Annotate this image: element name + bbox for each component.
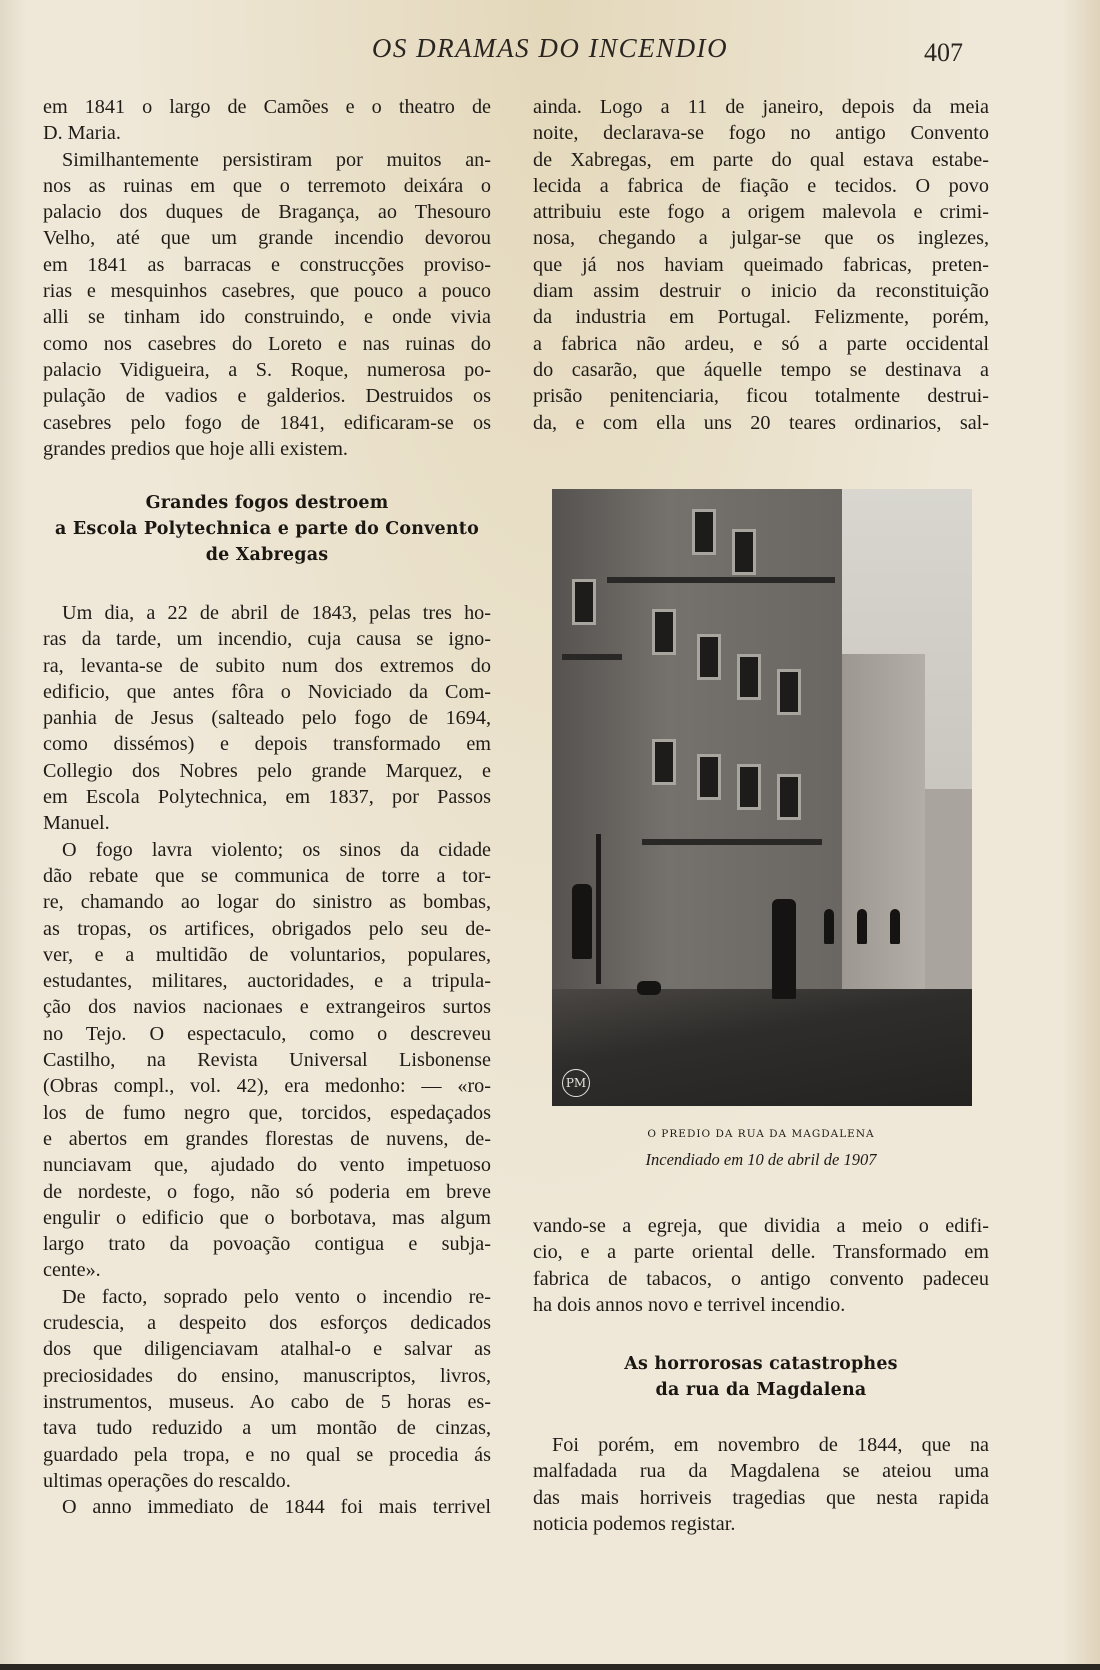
- text-line: noite, declarava-se fogo no antigo Convento: [533, 122, 989, 145]
- text-line: D. Maria.: [43, 122, 121, 145]
- page-number: 407: [924, 38, 963, 67]
- text-line: instrumentos, museus. Ao cabo de 5 horas es-: [43, 1390, 491, 1413]
- photo-pedestrian: [824, 909, 834, 944]
- heading-line: a Escola Polytechnica e parte do Convento: [55, 519, 479, 539]
- photo-building-far: [925, 789, 972, 999]
- text-line: alli se tinham ido construindo, e onde vivia: [43, 306, 491, 329]
- text-line: das mais horriveis tragedias que nesta rapida: [533, 1486, 989, 1509]
- photo-street-lamp: [596, 834, 601, 984]
- text-line: de Xabregas, em parte do qual estava estabe-: [533, 148, 989, 171]
- photo-balcony: [562, 654, 622, 660]
- photo-pedestrian: [572, 884, 592, 959]
- photo-balcony: [642, 839, 822, 845]
- photo-window: [652, 609, 676, 655]
- text-line: Manuel.: [43, 812, 110, 835]
- text-line: nosa, chegando a julgar-se que os inglezes,: [533, 227, 989, 250]
- text-line: engulir o edificio que o borbotava, mas algum: [43, 1206, 491, 1229]
- text-line: Foi porém, em novembro de 1844, que na: [552, 1434, 989, 1456]
- running-title: OS DRAMAS DO INCENDIO: [371, 33, 729, 63]
- photo-window: [692, 509, 716, 555]
- text-line: como nos casebres do Loreto e nas ruinas do: [43, 332, 491, 355]
- text-line: Um dia, a 22 de abril de 1843, pelas tres ho-: [62, 602, 491, 624]
- text-line: a fabrica não ardeu, e só a parte occidental: [533, 332, 989, 355]
- text-line: em 1841 o largo de Camões e o theatro de: [43, 96, 491, 118]
- photo-building-right: [835, 654, 925, 994]
- photo-pedestrian: [772, 899, 796, 999]
- right-column-final: [533, 1432, 989, 1537]
- left-column-intro: [43, 94, 491, 462]
- figure-caption-title: O PREDIO DA RUA DA MAGDALENA: [647, 1128, 875, 1140]
- text-line: ver, e a multidão de voluntarios, populares,: [43, 943, 491, 966]
- section-heading-magdalena: [533, 1351, 989, 1403]
- figure-caption-subtitle: Incendiado em 10 de abril de 1907: [645, 1150, 877, 1169]
- photo-window: [737, 764, 761, 810]
- heading-line: As horrorosas catastrophes: [624, 1354, 898, 1374]
- text-line: los de fumo negro que, torcidos, espedaçados: [43, 1101, 491, 1124]
- text-line: de nordeste, o fogo, não só poderia em breve: [43, 1180, 491, 1203]
- section-heading-polytechnica: [43, 490, 491, 568]
- heading-line: Grandes fogos destroem: [145, 493, 389, 513]
- photo-window: [777, 774, 801, 820]
- photo-balcony: [607, 577, 835, 583]
- heading-line: de Xabregas: [205, 545, 329, 565]
- text-line: ha dois annos novo e terrivel incendio.: [533, 1293, 846, 1316]
- photo-window: [572, 579, 596, 625]
- text-line: ras da tarde, um incendio, cuja causa se igno-: [43, 628, 491, 651]
- text-line: tava tudo reduzido a um montão de cinzas,: [43, 1417, 491, 1440]
- text-line: ção dos navios nacionaes e extrangeiros surtos: [43, 996, 491, 1019]
- text-line: palacio Vidigueira, a S. Roque, numerosa po-: [43, 358, 491, 381]
- text-line: da industria em Portugal. Felizmente, porém,: [533, 306, 989, 329]
- text-line: casebres pelo fogo de 1841, edificaram-se os: [43, 411, 491, 434]
- photo-pedestrian: [857, 909, 867, 944]
- scan-bottom-edge: [0, 1664, 1100, 1670]
- text-line: como dissémos) e depois transformado em: [43, 733, 491, 756]
- text-line: cio, e a parte oriental delle. Transformado em: [533, 1241, 989, 1264]
- text-line: edificio, que antes fôra o Noviciado da Com-: [43, 680, 491, 703]
- text-line: nos as ruinas em que o terremoto deixára o: [43, 174, 491, 197]
- photo-street: [552, 989, 972, 1106]
- text-line: preciosidades do ensino, manuscriptos, livros,: [43, 1364, 491, 1387]
- text-line: crudescia, a despeito dos esforços dedicados: [43, 1312, 491, 1335]
- photo-window: [737, 654, 761, 700]
- photographer-monogram: PM: [562, 1069, 590, 1097]
- text-line: diam assim destruir o inicio da reconstituição: [533, 280, 989, 303]
- text-line: as tropas, os artifices, obrigados pelo seu de-: [43, 917, 491, 940]
- heading-line: da rua da Magdalena: [655, 1380, 867, 1400]
- photo-pedestrian: [890, 909, 900, 944]
- text-line: Collegio dos Nobres pelo grande Marquez, e: [43, 759, 491, 782]
- text-line: Velho, até que um grande incendio devorou: [43, 227, 491, 250]
- text-line: attribuiu este fogo a origem malevola e crimi-: [533, 201, 989, 224]
- text-line: rias e mesquinhos casebres, que pouco a pouco: [43, 280, 491, 303]
- photo-window: [697, 754, 721, 800]
- text-line: ra, levanta-se de subito num dos extremos do: [43, 654, 491, 677]
- text-line: do casarão, que áquelle tempo se destinava a: [533, 358, 989, 381]
- text-line: nunciavam que, ajudado do vento impetuoso: [43, 1154, 491, 1177]
- text-line: guardado pela tropa, e no qual se procedia ás: [43, 1443, 491, 1466]
- photo-rua-da-magdalena: [552, 489, 972, 1106]
- text-line: lecida a fabrica de fiação e tecidos. O povo: [533, 174, 989, 197]
- text-line: dão rebate que se communica de torre a tor-: [43, 864, 491, 887]
- text-line: em Escola Polytechnica, em 1837, por Passos: [43, 786, 491, 809]
- text-line: estudantes, militares, auctoridades, e a tripula-: [43, 970, 491, 993]
- text-line: re, chamando ao logar do sinistro as bombas,: [43, 891, 491, 914]
- text-line: prisão penitenciaria, ficou totalmente destrui-: [533, 385, 989, 408]
- text-line: que já nos haviam queimado fabricas, preten-: [533, 253, 989, 276]
- text-line: ainda. Logo a 11 de janeiro, depois da meia: [533, 96, 989, 118]
- photo-dog: [637, 981, 661, 995]
- text-line: fabrica de tabacos, o antigo convento padeceu: [533, 1267, 989, 1290]
- photo-window: [697, 634, 721, 680]
- text-line: largo trato da povoação contigua e subja-: [43, 1233, 491, 1256]
- text-line: dos que diligenciavam atalhal-o e salvar as: [43, 1338, 491, 1361]
- text-line: no Tejo. O espectaculo, como o descreveu: [43, 1022, 491, 1045]
- text-line: Similhantemente persistiram por muitos an-: [62, 148, 491, 171]
- photo-window: [777, 669, 801, 715]
- text-line: De facto, soprado pelo vento o incendio re-: [62, 1285, 491, 1308]
- text-line: panhia de Jesus (salteado pelo fogo de 1694,: [43, 707, 491, 730]
- text-line: O fogo lavra violento; os sinos da cidade: [62, 838, 491, 861]
- text-line: vando-se a egreja, que dividia a meio o edifi-: [533, 1215, 989, 1237]
- text-line: noticia podemos registar.: [533, 1512, 736, 1535]
- text-line: em 1841 as barracas e construcções proviso-: [43, 253, 491, 276]
- text-line: cente».: [43, 1259, 101, 1282]
- text-line: ultimas operações do rescaldo.: [43, 1469, 291, 1492]
- text-line: O anno immediato de 1844 foi mais terrivel: [62, 1496, 491, 1519]
- text-line: e abertos em grandes florestas de nuvens, de-: [43, 1127, 491, 1150]
- text-line-citation: (Obras compl., vol. 42), era medonho: — «ro-: [43, 1075, 491, 1098]
- text-line: palacio dos duques de Bragança, ao Thesouro: [43, 201, 491, 224]
- text-line-citation: Castilho, na Revista Universal Lisbonense: [43, 1049, 491, 1072]
- left-column-body: [43, 600, 491, 1520]
- right-column-intro: [533, 94, 989, 436]
- text-line: malfadada rua da Magdalena se ateiou uma: [533, 1460, 989, 1483]
- photo-window: [732, 529, 756, 575]
- text-line: grandes predios que hoje alli existem.: [43, 437, 348, 460]
- right-column-continuation: [533, 1213, 989, 1318]
- text-line: da, e com ella uns 20 teares ordinarios, sal-: [533, 411, 989, 434]
- photo-window: [652, 739, 676, 785]
- text-line: pulação de vadios e galderios. Destruidos os: [43, 385, 491, 408]
